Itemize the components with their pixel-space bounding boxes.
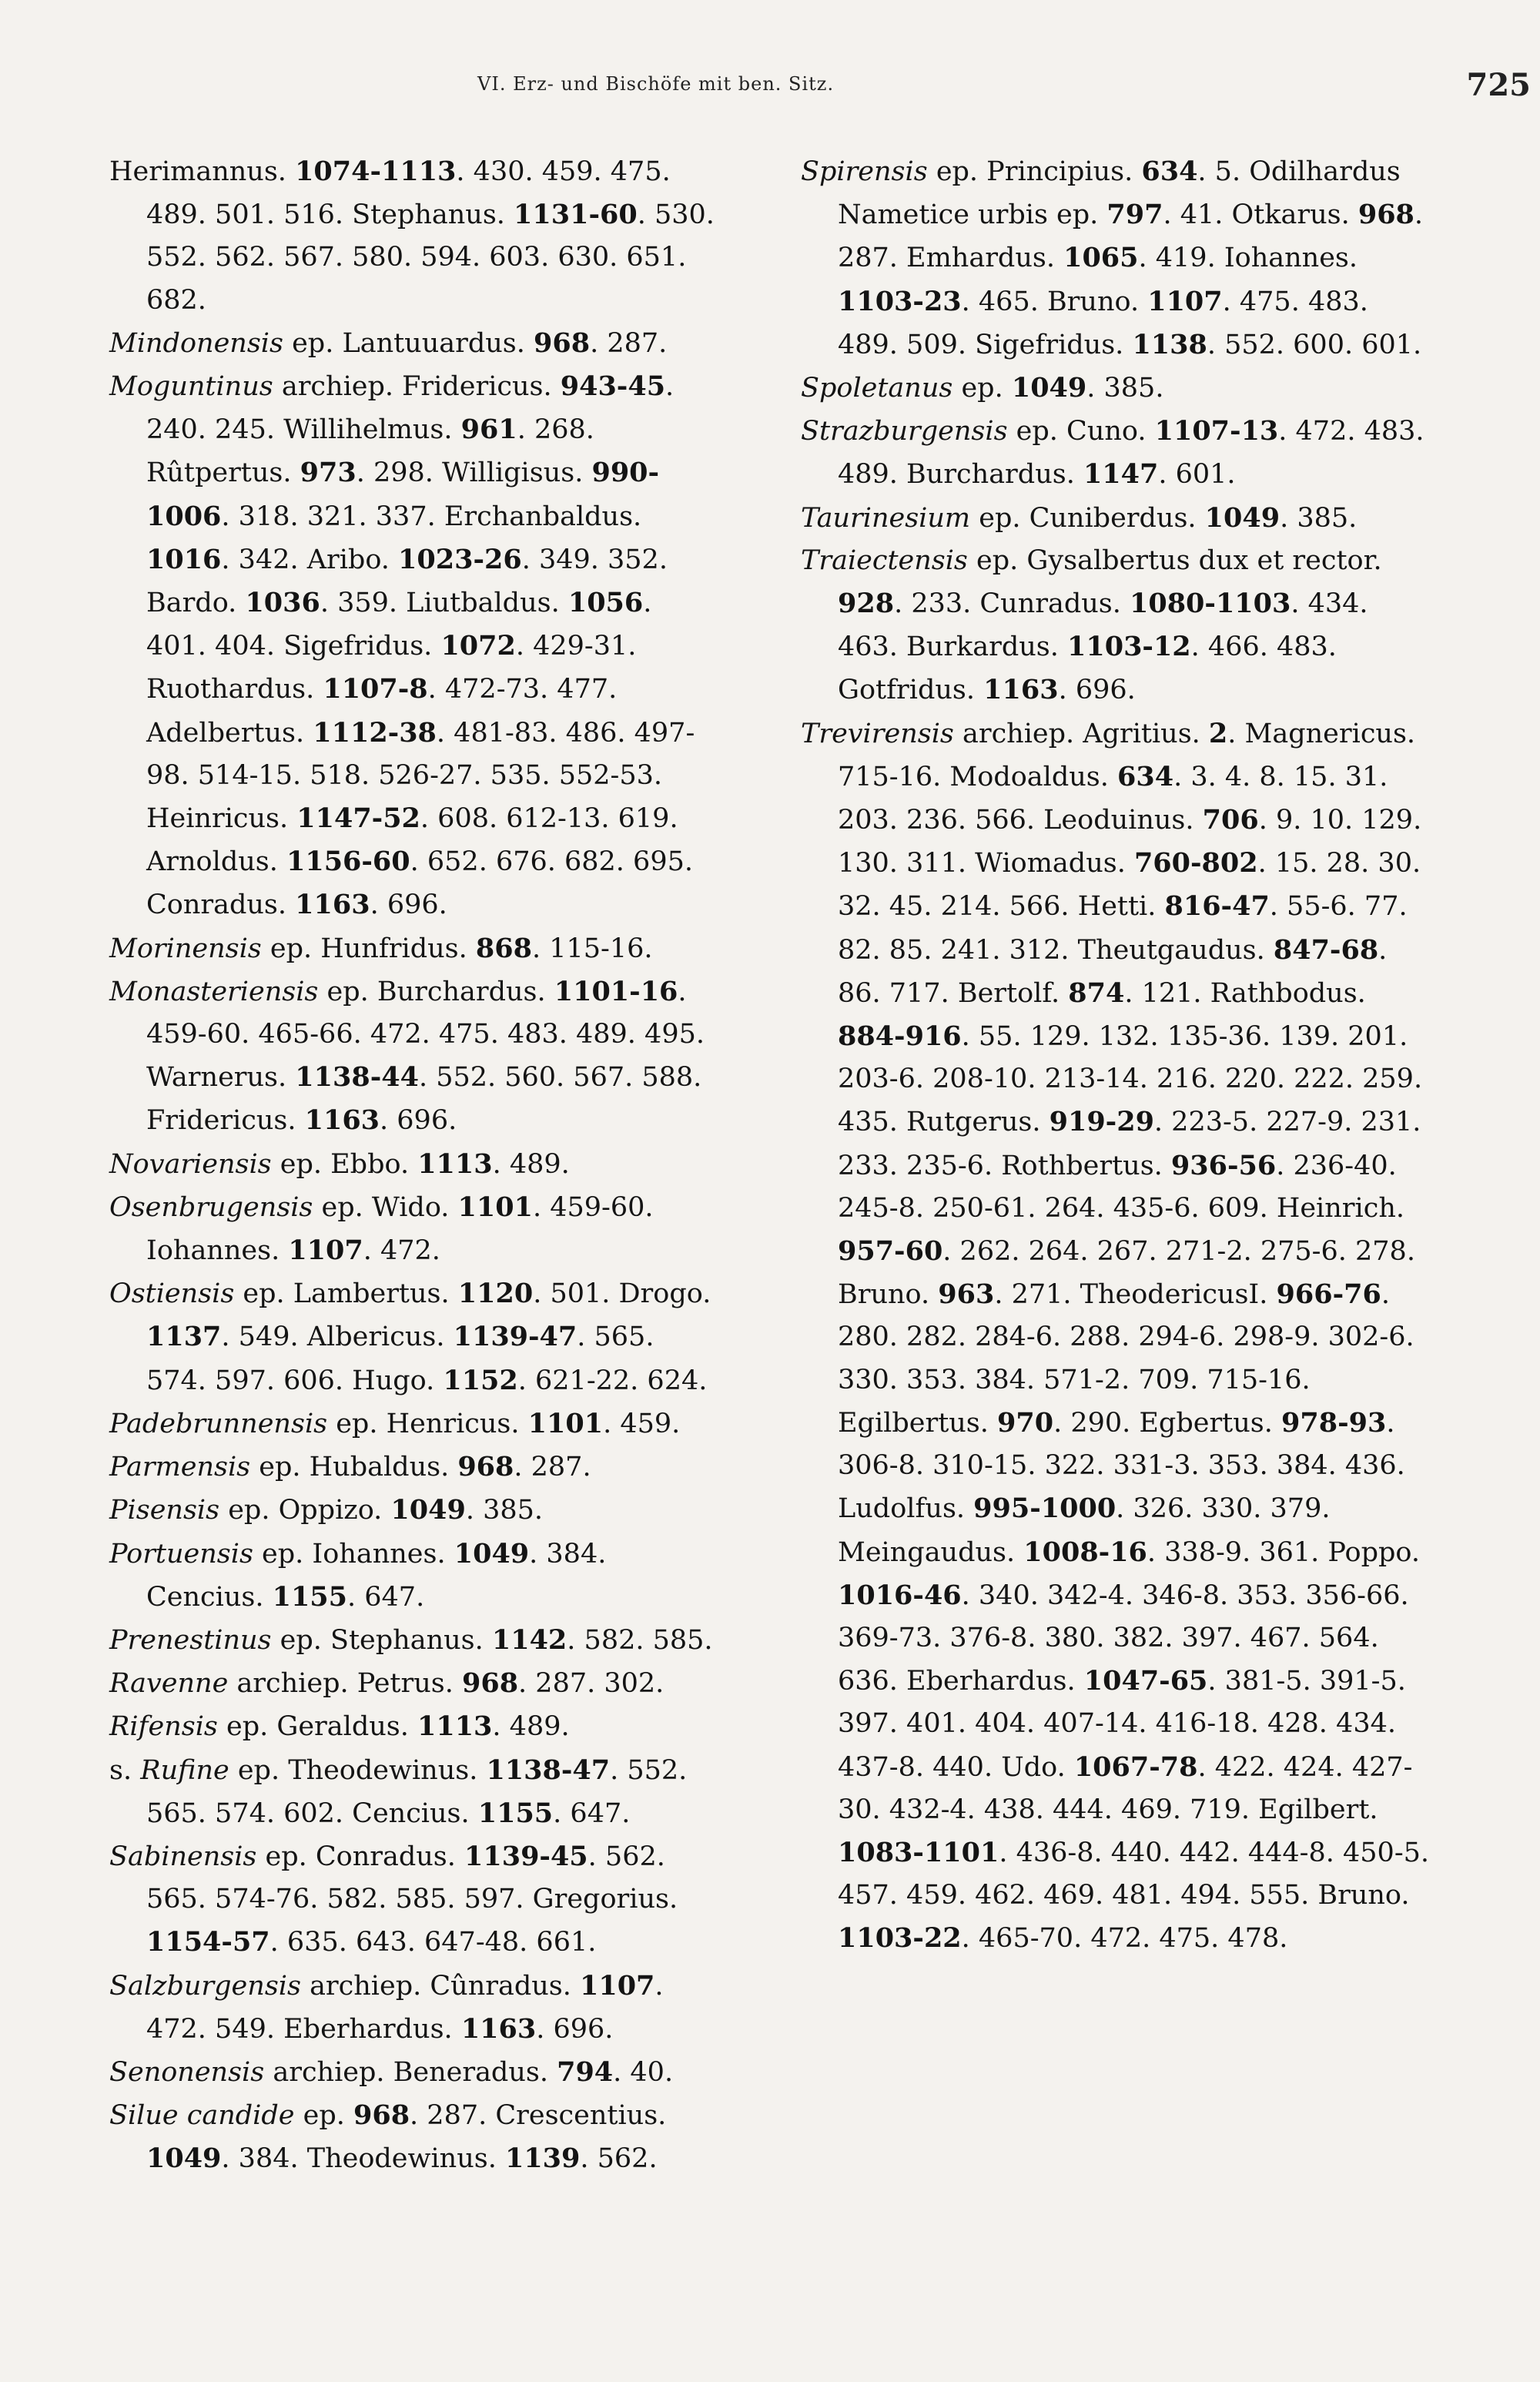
index-entry [109, 1533, 718, 1619]
index-entry [109, 1489, 718, 1532]
entry-text: . 306-8. 310-15. 322. 331-3. 353. 384. 436. Ludolfus. [838, 1407, 1405, 1525]
entry-text: . 489. [492, 1711, 570, 1743]
year-range: 1036 [245, 587, 320, 619]
entry-text: ep. Ebbo. [271, 1148, 418, 1180]
see-name: Spirensis [801, 156, 928, 187]
year-range: 963 [938, 1278, 995, 1311]
entry-text: ep. [952, 373, 1012, 404]
entry-text: . 271. TheodericusI. [994, 1279, 1277, 1311]
year-range: 634 [1141, 156, 1198, 187]
year-range: 1008-16 [1023, 1536, 1147, 1568]
entry-text: ep. Cuniberdus. [970, 502, 1205, 534]
entry-text: . 41. Otkarus. [1163, 199, 1358, 231]
entry-text: ep. Principius. [927, 156, 1142, 187]
year-range: 1138 [1132, 328, 1207, 360]
entry-text: . 287. 302. [518, 1668, 665, 1700]
year-range: 1107 [288, 1235, 363, 1267]
year-range: 1113 [417, 1710, 493, 1743]
entry-text: . 115-16. [531, 933, 653, 964]
entry-text: . 601. [1158, 459, 1236, 491]
year-range: 874 [1068, 977, 1125, 1009]
entry-text: . 385. [1086, 373, 1164, 404]
see-name: Traiectensis [801, 544, 968, 576]
index-entry [801, 367, 1432, 410]
entry-text: . 287. Emhardus. [838, 199, 1424, 274]
entry-text: . 472. 549. Eberhardus. [146, 1970, 664, 2045]
year-range: 816-47 [1164, 890, 1270, 923]
entry-text: . 5. Odilhardus Nametice urbis ep. [838, 156, 1401, 231]
see-name: Ravenne [109, 1668, 229, 1700]
year-range: 884-916 [838, 1020, 962, 1053]
entry-text: s. [109, 1754, 141, 1786]
year-range: 1103-22 [838, 1922, 962, 1955]
see-name: Strazburgensis [801, 416, 1008, 447]
entry-text: ep. Hubaldus. [250, 1452, 458, 1483]
year-range: 1113 [417, 1147, 493, 1180]
entry-text: . 696. [1058, 675, 1136, 706]
page-number: 725 [1466, 67, 1531, 103]
entry-text: . 489. [492, 1148, 570, 1180]
index-entry [109, 1965, 718, 2051]
entry-text: . 696. [536, 2013, 614, 2045]
entry-text: . 481-83. 486. 497-98. 514-15. 518. 526-27. 535. 552-53. Heinricus. [146, 717, 695, 835]
entry-text: . 465-70. 472. 475. 478. [961, 1923, 1288, 1955]
year-range: 1139-47 [453, 1321, 578, 1353]
entry-text: . 240. 245. Willihelmus. [146, 371, 675, 446]
entry-text: . 342. Aribo. [221, 544, 399, 575]
entry-text: . 459-60. Iohannes. [146, 1191, 654, 1267]
entry-text: ep. Oppizo. [219, 1495, 391, 1526]
year-range: 968 [457, 1451, 514, 1483]
index-entry [109, 1272, 718, 1402]
entry-text: ep. Stephanus. [271, 1624, 492, 1656]
entry-text: archiep. Fridericus. [273, 371, 561, 403]
index-entry [109, 970, 718, 1143]
year-range: 1072 [440, 630, 516, 662]
year-range: 1067-78 [1073, 1750, 1198, 1783]
entry-text: . 562. 565. 574-76. 582. 585. 597. Gregorius. [146, 1841, 678, 1915]
entry-text: . 287. [590, 327, 668, 359]
running-title: VI. Erz- und Bischöfe mit ben. Sitz. [477, 73, 835, 95]
entry-text: . 434. 463. Burkardus. [838, 588, 1368, 663]
entry-text: . 552. 565. 574. 602. Cencius. [146, 1754, 688, 1829]
entry-text: . 3. 4. 8. 15. 31. 203. 236. 566. Leoduinus. [838, 761, 1388, 836]
year-range: 1156-60 [286, 846, 410, 878]
see-name: Rifensis [109, 1711, 218, 1743]
see-name: Pisensis [109, 1495, 220, 1526]
entry-text: . 55. 129. 132. 135-36. 139. 201. 203-6. 208-10. 213-14. 216. 220. 222. 259. 435. Rutgerus. [838, 1021, 1423, 1138]
year-range: 1147 [1083, 458, 1159, 491]
see-name: Parmensis [109, 1452, 251, 1483]
entry-text: archiep. Cûnradus. [300, 1970, 580, 2002]
entry-text: archiep. Petrus. [228, 1668, 462, 1700]
entry-text: . 340. 342-4. 346-8. 353. 356-66. 369-73. 376-8. 380. 382. 397. 467. 564. 636. Eberhardus. [838, 1580, 1409, 1697]
year-range: 868 [475, 932, 532, 964]
entry-text: ep. Cuno. [1007, 416, 1155, 447]
year-range: 978-93 [1281, 1406, 1387, 1439]
entry-text: ep. Conradus. [256, 1841, 465, 1872]
index-entry [801, 540, 1432, 712]
year-range: 847-68 [1273, 933, 1379, 966]
entry-text: . 419. Iohannes. [1138, 243, 1358, 274]
entry-text: ep. Lantuuardus. [283, 327, 534, 359]
year-range: 1023-26 [398, 543, 522, 575]
index-entry [109, 1402, 718, 1446]
year-range: 1049 [390, 1494, 466, 1526]
year-range: 961 [460, 414, 517, 446]
see-name: Prenestinus [109, 1624, 272, 1656]
year-range: 970 [997, 1406, 1054, 1439]
see-name: Sabinensis [109, 1841, 257, 1872]
year-range: 634 [1117, 760, 1174, 792]
see-name: Salzburgensis [109, 1970, 301, 2002]
entry-text: . 635. 643. 647-48. 661. [270, 1927, 597, 1958]
index-entry [109, 1619, 718, 1662]
index-entry [801, 150, 1432, 367]
entry-text: . 15. 28. 30. 32. 45. 214. 566. Hetti. [838, 848, 1421, 923]
entry-text: . 86. 717. Bertolf. [838, 934, 1388, 1009]
entry-text: ep. Lambertus. [234, 1278, 458, 1310]
entry-text: ep. Henricus. [327, 1408, 528, 1439]
entry-text: . 262. 264. 267. 271-2. 275-6. 278. Bruno. [838, 1236, 1415, 1311]
entry-text: . 223-5. 227-9. 231. 233. 235-6. Rothbertus. [838, 1107, 1421, 1181]
year-range: 990-1006 [146, 457, 660, 532]
entry-text: . 233. Cunradus. [894, 588, 1130, 620]
year-range: 995-1000 [973, 1493, 1116, 1525]
entry-text: . 287. [514, 1452, 591, 1483]
entry-text: ep. [294, 2100, 353, 2132]
entry-text: . 381-5. 391-5. 397. 401. 404. 407-14. 416-18. 428. 434. 437-8. 440. Udo. [838, 1666, 1406, 1783]
year-range: 919-29 [1049, 1106, 1154, 1138]
entry-text: . 530. 552. 562. 567. 580. 594. 603. 630. 651. 682. [146, 199, 715, 316]
year-range: 794 [557, 2055, 614, 2088]
entry-text: ep. Gysalbertus dux et rector. [967, 544, 1382, 576]
index-entry [109, 150, 718, 322]
entry-text: . 696. [370, 889, 447, 921]
year-range: 1137 [146, 1321, 222, 1353]
entry-text: . 472. 483. 489. Burchardus. [838, 416, 1424, 491]
year-range: 1101 [457, 1191, 533, 1223]
index-entry [109, 927, 718, 970]
entry-text: . 459-60. 465-66. 472. 475. 483. 489. 495. Warnerus. [146, 976, 705, 1094]
entry-text: . 565. 574. 597. 606. Hugo. [146, 1322, 654, 1396]
entry-text: . 696. [380, 1105, 457, 1137]
year-range: 1138-44 [295, 1061, 419, 1094]
see-name: Rufine [140, 1754, 229, 1786]
entry-text: . 430. 459. 475. 489. 501. 516. Stephanus. [146, 156, 671, 231]
see-name: Trevirensis [801, 718, 954, 749]
see-name: Spoletanus [801, 373, 953, 404]
see-name: Taurinesium [801, 502, 971, 534]
index-entry [109, 2051, 718, 2094]
year-range: 1016 [146, 543, 222, 575]
index-entry [109, 365, 718, 927]
year-range: 1155 [272, 1580, 348, 1613]
year-range: 1152 [443, 1364, 518, 1396]
year-range: 968 [1358, 199, 1414, 231]
year-range: 968 [534, 327, 591, 359]
entry-text: . 459. [603, 1408, 681, 1439]
year-range: 1101-16 [554, 975, 678, 1007]
entry-text: . 466. 483. Gotfridus. [838, 632, 1337, 706]
year-range: 1049 [454, 1537, 530, 1570]
entry-text: Herimannus. [109, 156, 296, 187]
entry-text: . 472. [363, 1235, 440, 1267]
year-range: 973 [300, 457, 357, 489]
index-entry [109, 1835, 718, 1965]
year-range: 966-76 [1276, 1278, 1381, 1311]
index-column-right [801, 150, 1432, 1961]
entry-text: . 385. [1280, 502, 1358, 534]
entry-text: . 562. [580, 2143, 658, 2175]
year-range: 1163 [304, 1104, 380, 1137]
year-range: 1139 [504, 2142, 581, 2175]
entry-text: . 268. Rûtpertus. [146, 414, 594, 489]
running-head [0, 67, 1540, 119]
year-range: 1049 [1011, 372, 1087, 404]
year-range: 1016-46 [838, 1579, 962, 1611]
index-column-left [109, 150, 718, 2181]
year-range: 1103-12 [1067, 631, 1191, 663]
see-name: Morinensis [109, 933, 262, 964]
year-range: 1101 [527, 1407, 604, 1439]
year-range: 1107 [1147, 285, 1223, 317]
index-entry [109, 1186, 718, 1272]
year-range: 1147-52 [296, 802, 420, 835]
year-range: 936-56 [1170, 1149, 1277, 1181]
year-range: 968 [353, 2099, 410, 2132]
entry-text: . 621-22. 624. [517, 1365, 708, 1396]
index-entry [109, 1705, 718, 1748]
entry-text: . 465. Bruno. [961, 286, 1148, 317]
year-range: 1047-65 [1083, 1665, 1208, 1697]
year-range: 1080-1103 [1130, 588, 1291, 620]
index-entry [109, 1143, 718, 1186]
entry-text: . 287. Crescentius. [410, 2100, 667, 2132]
entry-text: . 384. Cencius. [146, 1538, 607, 1613]
year-range: 1049 [1204, 501, 1281, 534]
index-entry [109, 1749, 718, 1835]
entry-text: . 280. 282. 284-6. 288. 294-6. 298-9. 302-6. 330. 353. 384. 571-2. 709. 715-16. Egilbertus. [838, 1279, 1414, 1439]
year-range: 1131-60 [514, 199, 638, 231]
year-range: 760-802 [1133, 847, 1258, 879]
entry-text: ep. Hunfridus. [261, 933, 476, 964]
year-range: 1074-1113 [295, 156, 457, 187]
year-range: 797 [1106, 199, 1163, 231]
see-name: Moguntinus [109, 371, 273, 403]
year-range: 1139-45 [464, 1840, 588, 1872]
year-range: 1065 [1063, 242, 1139, 274]
entry-text: . 338-9. 361. Poppo. [1147, 1536, 1420, 1568]
index-entry [801, 497, 1432, 540]
entry-text: . 436-8. 440. 442. 444-8. 450-5. 457. 459. 462. 469. 481. 494. 555. Bruno. [838, 1837, 1430, 1911]
year-range: 1107-8 [323, 673, 428, 705]
see-name: Mindonensis [109, 327, 283, 359]
year-range: 1138-47 [486, 1754, 611, 1786]
entry-text: . 647. [553, 1797, 631, 1829]
year-range: 1049 [146, 2142, 222, 2175]
entry-text: . 55-6. 77. 82. 85. 241. 312. Theutgaudus. [838, 891, 1408, 966]
year-range: 968 [461, 1667, 519, 1700]
year-range: 1112-38 [313, 716, 437, 749]
year-range: 1155 [477, 1797, 554, 1829]
entry-text: . 501. Drogo. [533, 1278, 711, 1310]
entry-text: . 429-31. Ruothardus. [146, 631, 637, 705]
year-range: 943-45 [560, 370, 666, 403]
year-range: 1163 [460, 2012, 537, 2045]
entry-text: . 472-73. 477. Adelbertus. [146, 674, 618, 749]
entry-text: . 582. 585. [567, 1624, 713, 1656]
year-range: 2 [1208, 717, 1228, 749]
entry-text: . 298. Willigisus. [356, 457, 592, 489]
entry-text: ep. Wido. [313, 1191, 458, 1223]
year-range: 706 [1202, 804, 1259, 836]
year-range: 1103-23 [838, 285, 962, 317]
entry-text: . 236-40. 245-8. 250-61. 264. 435-6. 609. Heinrich. [838, 1150, 1404, 1224]
year-range: 1163 [295, 889, 370, 921]
year-range: 1120 [457, 1278, 534, 1310]
see-name: Padebrunnensis [109, 1408, 328, 1439]
entry-text: . 384. Theodewinus. [221, 2143, 505, 2175]
entry-text: ep. Burchardus. [318, 976, 554, 1007]
entry-text: . 652. 676. 682. 695. Conradus. [146, 846, 693, 921]
index-entry [109, 1662, 718, 1705]
index-entry [109, 1446, 718, 1489]
entry-text: . 422. 424. 427-30. 432-4. 438. 444. 469. 719. Egilbert. [838, 1751, 1413, 1825]
entry-text: . 401. 404. Sigefridus. [146, 588, 652, 662]
entry-text: . Magnericus. 715-16. Modoaldus. [838, 718, 1416, 792]
entry-text: . 552. 560. 567. 588. Fridericus. [146, 1062, 702, 1137]
index-entry [109, 322, 718, 365]
see-name: Novariensis [109, 1148, 272, 1180]
entry-text: . 326. 330. 379. Meingaudus. [838, 1493, 1331, 1568]
entry-text: . 608. 612-13. 619. Arnoldus. [146, 803, 678, 878]
entry-text: . 549. Albericus. [221, 1322, 454, 1353]
year-range: 928 [838, 588, 895, 620]
see-name: Ostiensis [109, 1278, 235, 1310]
see-name: Portuensis [109, 1538, 253, 1570]
entry-text: . 121. Rathbodus. [1124, 977, 1366, 1009]
see-name: Senonensis [109, 2056, 265, 2088]
see-name: Silue candide [109, 2100, 295, 2132]
year-range: 1154-57 [146, 1926, 270, 1958]
entry-text: . 552. 600. 601. [1207, 329, 1422, 360]
index-entry [801, 410, 1432, 496]
entry-text: . 647. [347, 1581, 425, 1613]
entry-text: archiep. Agritius. [953, 718, 1209, 749]
see-name: Monasteriensis [109, 976, 319, 1007]
entry-text: ep. Geraldus. [217, 1711, 417, 1743]
entry-text: archiep. Beneradus. [264, 2056, 557, 2088]
year-range: 1056 [567, 587, 644, 619]
year-range: 1083-1101 [838, 1836, 999, 1868]
year-range: 1107 [580, 1969, 655, 2002]
year-range: 957-60 [838, 1235, 943, 1268]
entry-text: . 359. Liutbaldus. [320, 588, 568, 619]
see-name: Osenbrugensis [109, 1191, 313, 1223]
entry-text: . 9. 10. 129. 130. 311. Wiomadus. [838, 805, 1422, 879]
year-range: 1107-13 [1154, 415, 1279, 447]
entry-text: . 349. 352. Bardo. [146, 544, 668, 619]
entry-text: ep. Theodewinus. [229, 1754, 487, 1786]
entry-text: . 40. [613, 2056, 674, 2088]
year-range: 1142 [491, 1623, 567, 1656]
entry-text: . 475. 483. 489. 509. Sigefridus. [838, 286, 1368, 360]
entry-text: ep. Iohannes. [253, 1538, 454, 1570]
index-entry [801, 712, 1432, 1961]
entry-text: . 385. [465, 1495, 544, 1526]
entry-text: . 318. 321. 337. Erchanbaldus. [221, 501, 642, 532]
index-entry [109, 2094, 718, 2180]
entry-text: . 290. Egbertus. [1053, 1407, 1282, 1439]
year-range: 1163 [983, 674, 1059, 706]
